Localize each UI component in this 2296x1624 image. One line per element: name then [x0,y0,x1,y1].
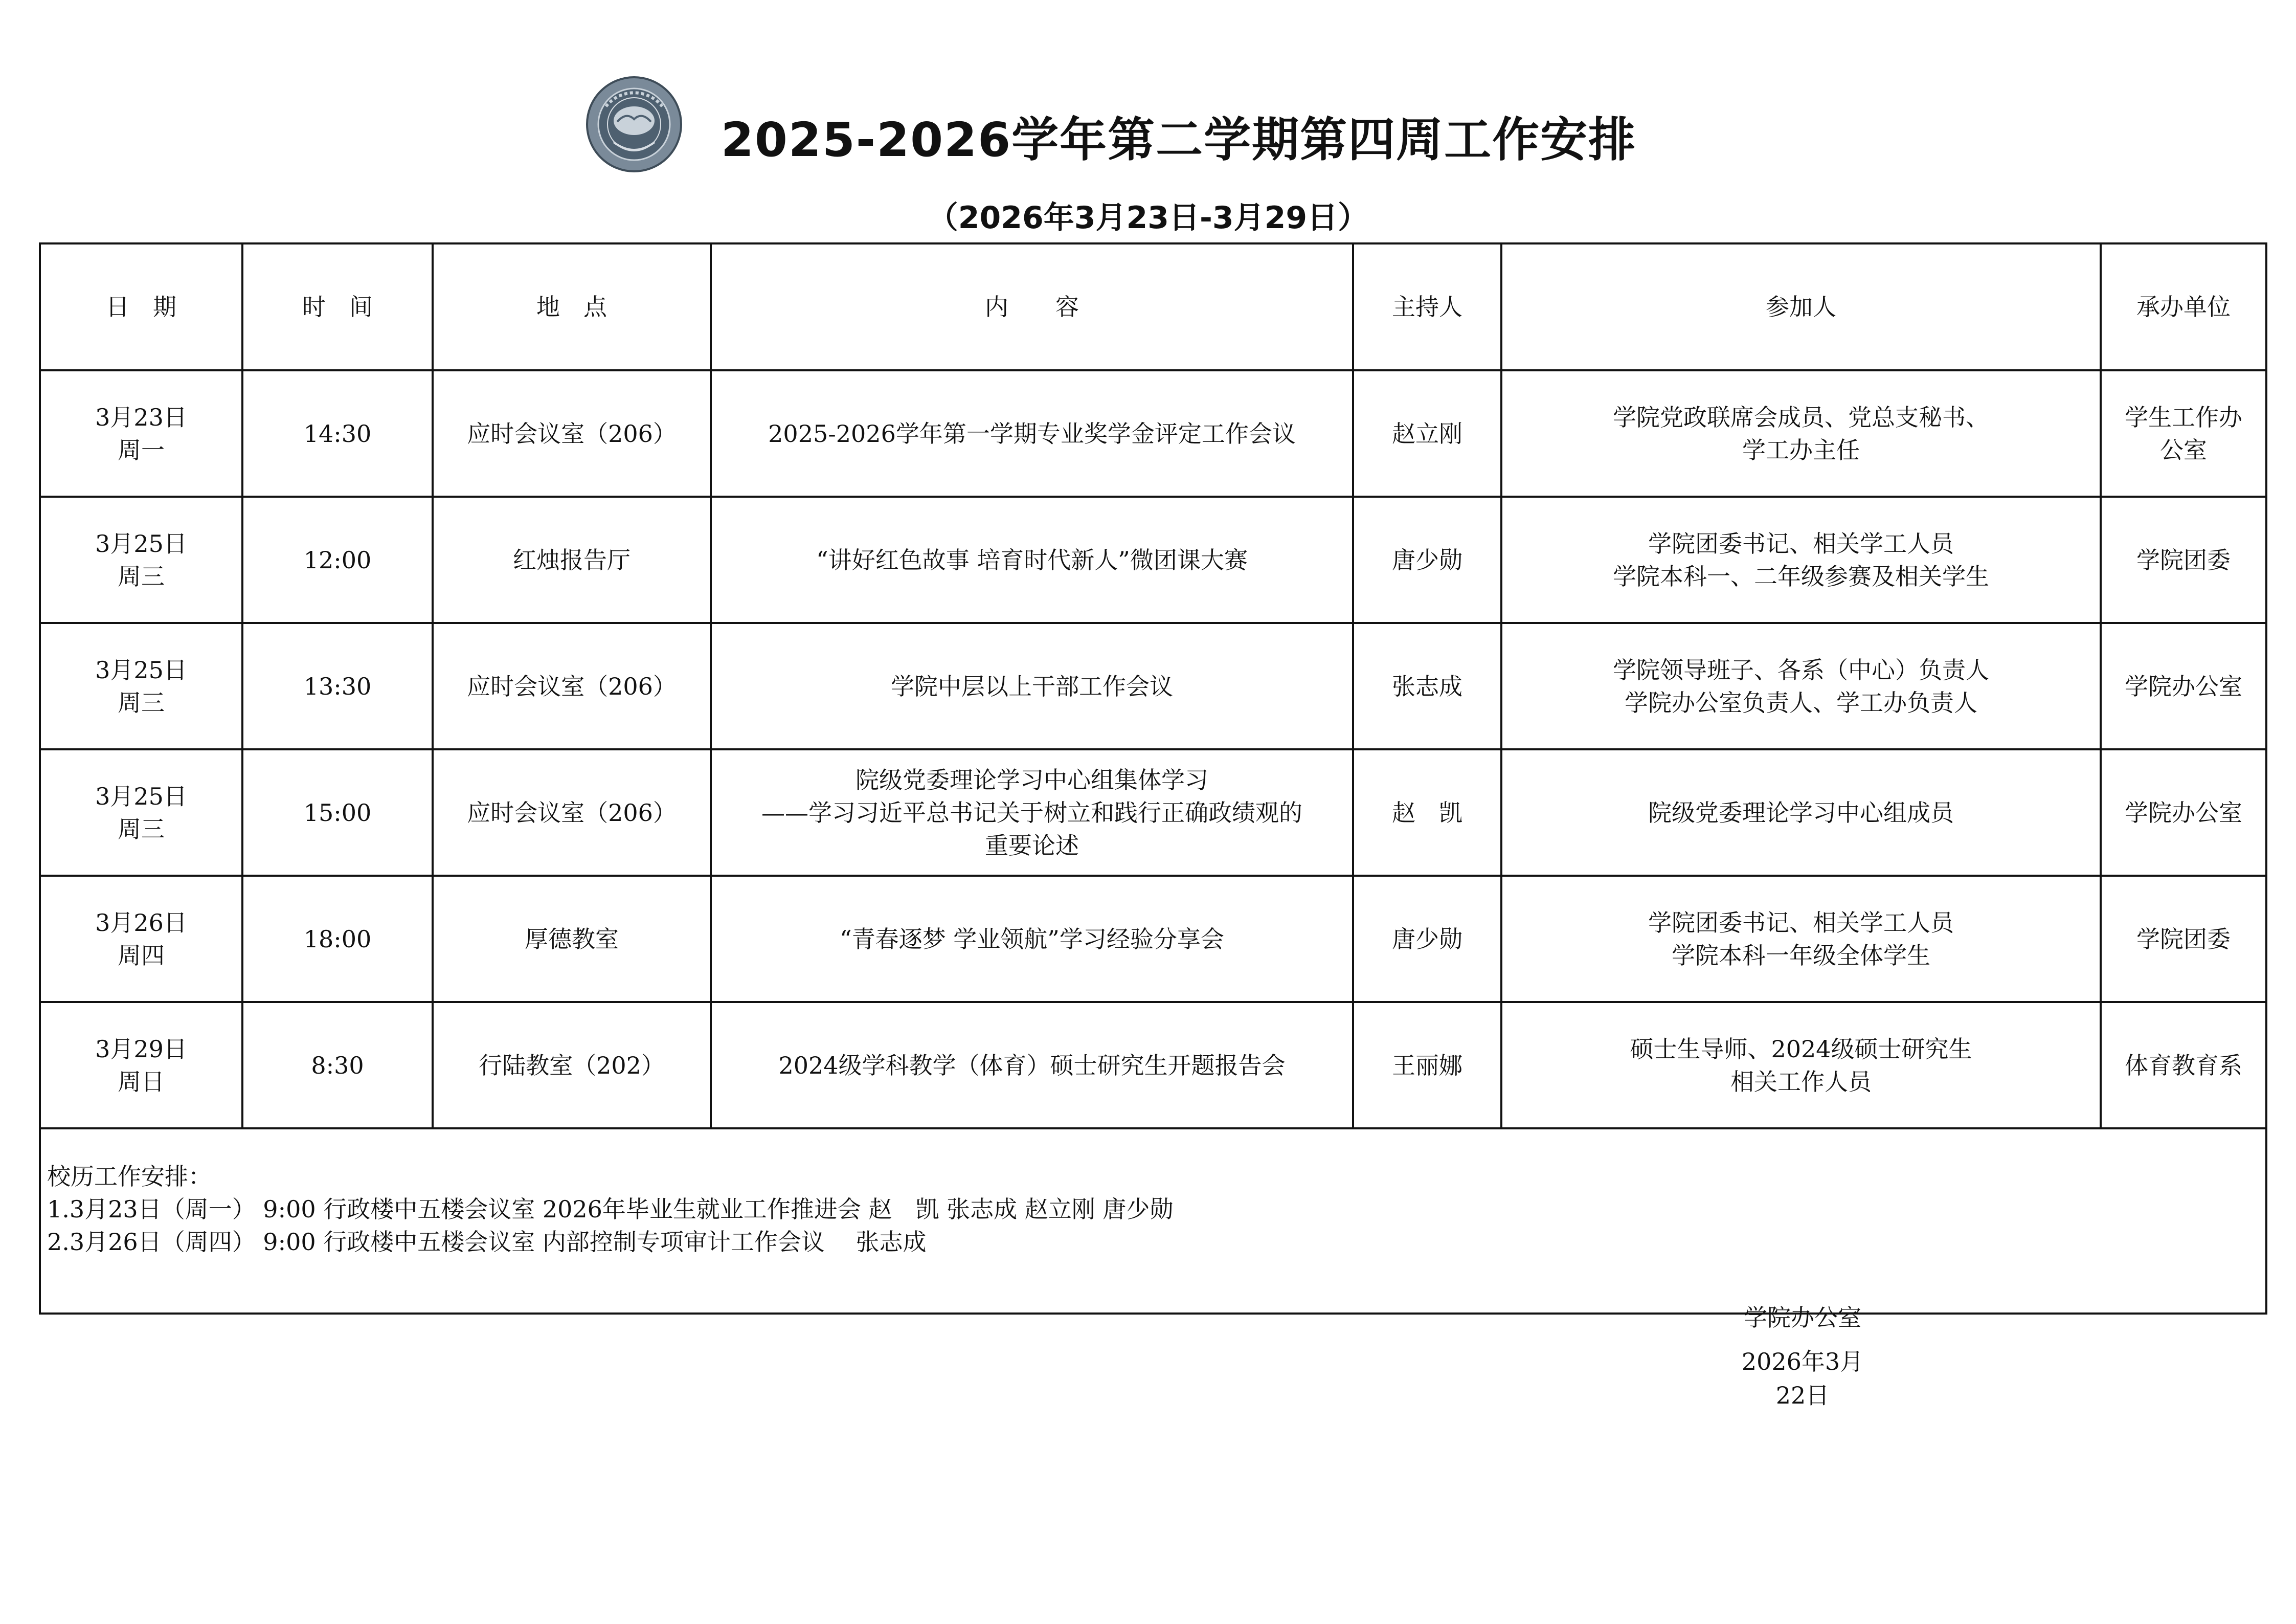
footer-date: 2026年3月22日 [1741,1348,1864,1409]
cell-time [242,749,433,876]
cell-place-line: 行陆教室（202） [479,1051,665,1079]
cell-host [1353,1002,1501,1128]
cell-participants-line: 硕士生导师、2024级硕士研究生 [1630,1035,1972,1063]
header-date: 日 期 [40,243,242,370]
header-organizer: 承办单位 [2101,243,2266,370]
cell-time-line: 14:30 [303,419,372,448]
cell-participants [1501,370,2101,497]
cell-participants-line: 学工办主任 [1742,436,1860,464]
header-time: 时 间 [242,243,433,370]
cell-place-line: 红烛报告厅 [513,546,631,574]
cell-host [1353,876,1501,1002]
page-title: 2025-2026学年第二学期第四周工作安排 [721,113,1637,167]
table-row [40,623,2266,749]
calendar-notes [40,1128,2266,1314]
cell-date [40,1002,242,1128]
cell-content [711,497,1353,623]
cell-participants-line: 学院本科一年级全体学生 [1672,941,1930,969]
date-range-subtitle: （2026年3月23日-3月29日） [927,200,1369,236]
cell-content [711,749,1353,876]
cell-date-line: 周日 [118,1067,165,1096]
cell-content [711,1002,1353,1128]
cell-content-line: 2025-2026学年第一学期专业奖学金评定工作会议 [768,419,1296,448]
cell-content-line: “讲好红色故事 培育时代新人”微团课大赛 [816,546,1248,574]
cell-content-line: “青春逐梦 学业领航”学习经验分享会 [840,925,1224,953]
cell-host [1353,497,1501,623]
cell-date-line: 3月25日 [95,529,187,558]
cell-place [433,497,711,623]
cell-host-line: 唐少勋 [1392,546,1462,574]
cell-organizer [2101,370,2266,497]
cell-organizer-line: 学院团委 [2136,925,2231,953]
cell-content-line: 院级党委理论学习中心组集体学习 [856,766,1208,794]
cell-date-line: 周四 [118,941,165,969]
cell-organizer [2101,623,2266,749]
cell-organizer-line: 学院办公室 [2125,798,2242,827]
notes-heading: 校历工作安排： [47,1163,212,1190]
cell-participants-line: 相关工作人员 [1730,1067,1872,1096]
cell-date-line: 3月23日 [95,403,187,431]
cell-date-line: 3月29日 [95,1035,187,1063]
cell-participants [1501,749,2101,876]
cell-date-line: 3月25日 [95,656,187,684]
cell-participants-line: 学院团委书记、相关学工人员 [1648,908,1954,937]
header-participants: 参加人 [1501,243,2101,370]
cell-participants [1501,1002,2101,1128]
cell-host [1353,623,1501,749]
cell-host-line: 赵立刚 [1392,419,1462,448]
cell-content-line: 学院中层以上干部工作会议 [891,672,1173,700]
schedule-body [40,370,2266,1128]
cell-organizer-line: 体育教育系 [2125,1051,2242,1079]
table-header-row [40,243,2266,370]
cell-place-line: 厚德教室 [525,925,619,953]
header-host: 主持人 [1353,243,1501,370]
cell-date-line: 周一 [118,436,165,464]
cell-participants [1501,623,2101,749]
cell-participants-line: 院级党委理论学习中心组成员 [1648,798,1954,827]
cell-organizer [2101,1002,2266,1128]
cell-place-line: 应时会议室（206） [467,672,677,700]
cell-date [40,749,242,876]
table-row [40,1002,2266,1128]
cell-time-line: 18:00 [303,925,372,953]
table-row [40,497,2266,623]
cell-place [433,876,711,1002]
notes-line-2: 2.3月26日（周四） 9:00 行政楼中五楼会议室 内部控制专项审计工作会议 张志成 [47,1228,927,1256]
cell-organizer [2101,876,2266,1002]
cell-organizer-line: 学院办公室 [2125,672,2242,700]
footer-office: 学院办公室 [1744,1304,1861,1331]
cell-content [711,876,1353,1002]
cell-host-line: 赵 凯 [1392,798,1462,827]
cell-time-line: 15:00 [303,798,372,827]
header-content: 内 容 [711,243,1353,370]
notes-row [40,1128,2266,1314]
cell-date [40,876,242,1002]
cell-organizer-line: 学生工作办 [2125,403,2242,431]
cell-participants-line: 学院团委书记、相关学工人员 [1648,529,1954,558]
schedule-table [39,242,2267,1315]
cell-content-line: 重要论述 [985,831,1079,859]
cell-time [242,370,433,497]
cell-date-line: 周三 [118,815,165,843]
cell-place [433,623,711,749]
cell-host [1353,370,1501,497]
cell-participants-line: 学院办公室负责人、学工办负责人 [1625,688,1977,717]
cell-date [40,370,242,497]
cell-content [711,623,1353,749]
table-row [40,876,2266,1002]
cell-date [40,623,242,749]
cell-date-line: 周三 [118,688,165,717]
cell-time [242,497,433,623]
cell-date-line: 周三 [118,562,165,590]
cell-place [433,1002,711,1128]
table-row [40,370,2266,497]
table-row [40,749,2266,876]
cell-place [433,749,711,876]
cell-time-line: 13:30 [303,672,372,700]
cell-date [40,497,242,623]
cell-time [242,876,433,1002]
cell-date-line: 3月26日 [95,908,187,937]
header-place: 地 点 [433,243,711,370]
cell-organizer-line: 公室 [2160,436,2207,464]
cell-time-line: 8:30 [311,1051,364,1079]
cell-organizer-line: 学院团委 [2136,546,2231,574]
cell-organizer [2101,749,2266,876]
cell-organizer [2101,497,2266,623]
cell-participants-line: 学院本科一、二年级参赛及相关学生 [1613,562,1989,590]
cell-host [1353,749,1501,876]
cell-host-line: 王丽娜 [1392,1051,1462,1079]
cell-host-line: 唐少勋 [1392,925,1462,953]
cell-participants-line: 学院党政联席会成员、党总支秘书、 [1613,403,1989,431]
cell-content [711,370,1353,497]
cell-participants [1501,876,2101,1002]
notes-line-1: 1.3月23日（周一） 9:00 行政楼中五楼会议室 2026年毕业生就业工作推进会 赵 凯 张志成 赵立刚 唐少勋 [47,1195,1174,1223]
cell-content-line: ——学习习近平总书记关于树立和践行正确政绩观的 [761,798,1302,827]
cell-date-line: 3月25日 [95,782,187,810]
cell-participants [1501,497,2101,623]
cell-content-line: 2024级学科教学（体育）硕士研究生开题报告会 [778,1051,1286,1079]
cell-participants-line: 学院领导班子、各系（中心）负责人 [1613,656,1989,684]
cell-host-line: 张志成 [1392,672,1462,700]
cell-time-line: 12:00 [303,546,372,574]
cell-place [433,370,711,497]
cell-time [242,1002,433,1128]
cell-place-line: 应时会议室（206） [467,419,677,448]
cell-place-line: 应时会议室（206） [467,798,677,827]
cell-time [242,623,433,749]
